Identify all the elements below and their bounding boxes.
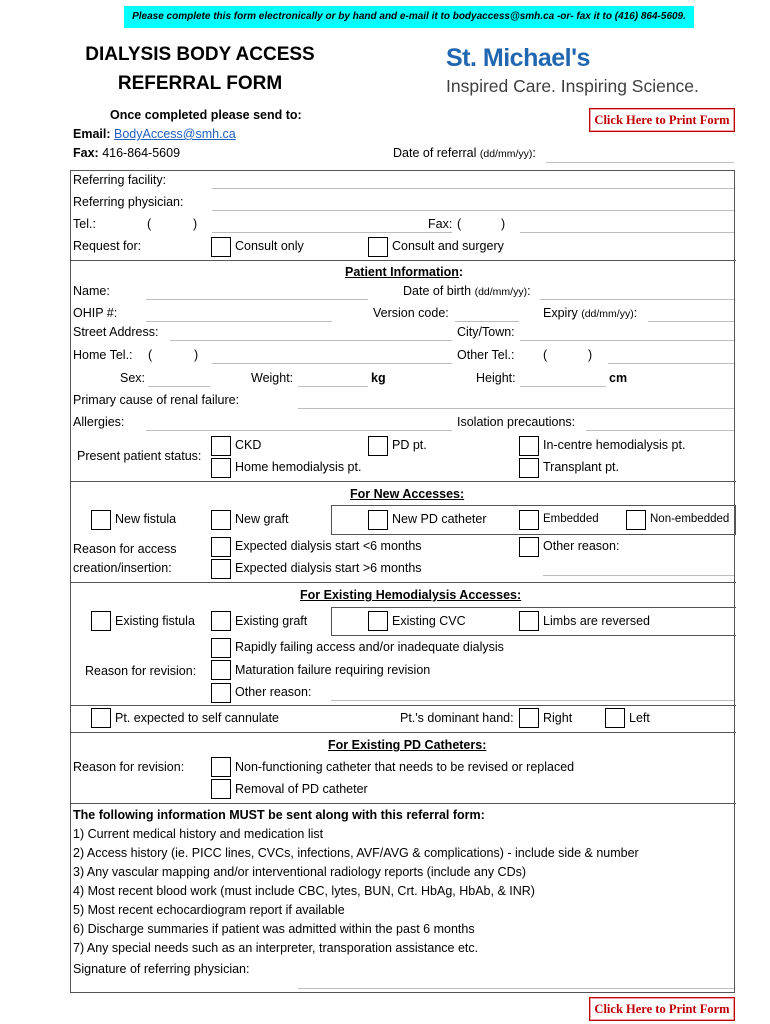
existing-graft-label: Existing graft (235, 614, 308, 628)
new-access-heading: For New Accesses: (350, 487, 465, 501)
divider (70, 481, 736, 482)
hd-other-reason-label: Other reason: (235, 685, 312, 699)
paren: ( (148, 348, 153, 362)
fax-line: Fax: 416-864-5609 (73, 146, 181, 160)
other-tel-label: Other Tel.: (457, 348, 515, 362)
access-reason-label-2: creation/insertion: (73, 561, 172, 575)
isolation-label: Isolation precautions: (457, 415, 576, 429)
isolation-field[interactable] (586, 430, 734, 431)
st-michaels-logo: St. Michael's (446, 44, 590, 72)
transplant-checkbox[interactable] (519, 458, 539, 478)
paren: ) (193, 217, 198, 231)
existing-fistula-label: Existing fistula (115, 614, 195, 628)
revision-reason-label: Reason for revision: (85, 664, 197, 678)
non-embedded-label: Non-embedded (650, 513, 730, 525)
cm-unit: cm (609, 371, 628, 385)
removal-pd-label: Removal of PD catheter (235, 782, 368, 796)
pd-revision-reason-label: Reason for revision: (73, 760, 185, 774)
maturation-failure-label: Maturation failure requiring revision (235, 663, 431, 677)
signature-field[interactable] (298, 988, 734, 989)
right-hand-checkbox[interactable] (519, 708, 539, 728)
request-for-label: Request for: (73, 239, 142, 253)
rapid-failing-label: Rapidly failing access and/or inadequate dialysis (235, 640, 504, 654)
consult-surgery-label: Consult and surgery (392, 239, 504, 253)
street-address-label: Street Address: (73, 325, 159, 339)
dob-field[interactable] (540, 299, 734, 300)
existing-graft-checkbox[interactable] (211, 611, 231, 631)
existing-cvc-label: Existing CVC (392, 614, 466, 628)
form-title: DIALYSIS BODY ACCESS REFERRAL FORM (85, 44, 315, 94)
left-hand-checkbox[interactable] (605, 708, 625, 728)
consult-surgery-checkbox[interactable] (368, 237, 388, 257)
divider (70, 260, 736, 261)
divider (70, 582, 736, 583)
non-embedded-checkbox[interactable] (626, 510, 646, 530)
allergies-field[interactable] (146, 430, 452, 431)
fax-field[interactable] (520, 232, 734, 233)
paren: ( (147, 217, 152, 231)
expiry-label: Expiry (dd/mm/yy): (543, 306, 638, 320)
home-hd-checkbox[interactable] (211, 458, 231, 478)
new-graft-checkbox[interactable] (211, 510, 231, 530)
kg-unit: kg (371, 371, 386, 385)
paren: ( (543, 348, 548, 362)
self-cannulate-checkbox[interactable] (91, 708, 111, 728)
tel-field[interactable] (212, 232, 452, 233)
divider (70, 803, 736, 804)
instruction-banner: Please complete this form electronically or by hand and e-mail it to bodyaccess@smh.ca -or- fax it to (416) 864-5609. (124, 6, 694, 28)
in-centre-checkbox[interactable] (519, 436, 539, 456)
height-field[interactable] (520, 386, 606, 387)
pd-pt-checkbox[interactable] (368, 436, 388, 456)
referring-physician-field[interactable] (212, 210, 734, 211)
renal-failure-field[interactable] (298, 408, 734, 409)
date-of-referral-label: Date of referral (dd/mm/yy): (393, 146, 536, 160)
name-label: Name: (73, 284, 110, 298)
fax-label: Fax: (428, 217, 453, 231)
send-to-heading: Once completed please send to: (110, 108, 302, 122)
start-gt6-checkbox[interactable] (211, 559, 231, 579)
city-town-field[interactable] (520, 340, 734, 341)
other-tel-field[interactable] (608, 363, 734, 364)
weight-field[interactable] (298, 386, 368, 387)
allergies-label: Allergies: (73, 415, 125, 429)
left-hand-label: Left (629, 711, 650, 725)
nonfunctioning-checkbox[interactable] (211, 757, 231, 777)
start-gt6-label: Expected dialysis start >6 months (235, 561, 422, 575)
consult-only-checkbox[interactable] (211, 237, 231, 257)
transplant-label: Transplant pt. (543, 460, 619, 474)
sex-label: Sex: (120, 371, 146, 385)
other-reason-checkbox[interactable] (519, 537, 539, 557)
other-reason-label: Other reason: (543, 539, 620, 553)
hd-other-reason-field[interactable] (331, 700, 734, 701)
embedded-checkbox[interactable] (519, 510, 539, 530)
patient-status-label: Present patient status: (77, 449, 202, 463)
in-centre-label: In-centre hemodialysis pt. (543, 438, 686, 452)
required-item: 7) Any special needs such as an interpreter, transporation assistance etc. (73, 941, 479, 955)
self-cannulate-label: Pt. expected to self cannulate (115, 711, 279, 725)
limbs-reversed-label: Limbs are reversed (543, 614, 650, 628)
removal-pd-checkbox[interactable] (211, 779, 231, 799)
dob-label: Date of birth (dd/mm/yy): (403, 284, 531, 298)
email-line: Email: BodyAccess@smh.ca (73, 127, 236, 141)
limbs-reversed-checkbox[interactable] (519, 611, 539, 631)
paren: ) (194, 348, 199, 362)
expiry-field[interactable] (648, 321, 734, 322)
email-link[interactable]: BodyAccess@smh.ca (114, 127, 236, 141)
required-info-heading: The following information MUST be sent along with this referral form: (73, 808, 485, 822)
logo-tagline: Inspired Care. Inspiring Science. (446, 76, 699, 96)
right-hand-label: Right (543, 711, 573, 725)
version-code-field[interactable] (455, 321, 519, 322)
tel-label: Tel.: (73, 217, 96, 231)
city-town-label: City/Town: (457, 325, 515, 339)
existing-pd-heading: For Existing PD Catheters: (328, 738, 487, 752)
dominant-hand-label: Pt.'s dominant hand: (400, 711, 514, 725)
new-graft-label: New graft (235, 512, 289, 526)
print-form-button-bottom[interactable]: Click Here to Print Form (589, 997, 735, 1021)
pd-pt-label: PD pt. (392, 438, 427, 452)
nonfunctioning-label: Non-functioning catheter that needs to be revised or replaced (235, 760, 575, 774)
referring-facility-label: Referring facility: (73, 173, 167, 187)
paren: ) (588, 348, 593, 362)
required-item: 1) Current medical history and medication list (73, 827, 324, 841)
existing-fistula-checkbox[interactable] (91, 611, 111, 631)
consult-only-label: Consult only (235, 239, 304, 253)
new-fistula-label: New fistula (115, 512, 177, 526)
weight-label: Weight: (251, 371, 294, 385)
hd-other-reason-checkbox[interactable] (211, 683, 231, 703)
home-tel-field[interactable] (212, 363, 452, 364)
home-hd-label: Home hemodialysis pt. (235, 460, 362, 474)
new-fistula-checkbox[interactable] (91, 510, 111, 530)
print-form-button-top[interactable]: Click Here to Print Form (589, 108, 735, 132)
renal-failure-label: Primary cause of renal failure: (73, 393, 240, 407)
maturation-failure-checkbox[interactable] (211, 660, 231, 680)
divider (70, 732, 736, 733)
required-item: 6) Discharge summaries if patient was admitted within the past 6 months (73, 922, 475, 936)
ckd-checkbox[interactable] (211, 436, 231, 456)
required-item: 3) Any vascular mapping and/or interventional radiology reports (include any CDs) (73, 865, 527, 879)
date-of-referral-field[interactable] (546, 162, 734, 163)
required-item: 5) Most recent echocardiogram report if available (73, 903, 345, 917)
version-code-label: Version code: (373, 306, 449, 320)
new-pd-checkbox[interactable] (368, 510, 388, 530)
height-label: Height: (476, 371, 516, 385)
required-item: 2) Access history (ie. PICC lines, CVCs, infections, AVF/AVG & complications) - include side & number (73, 846, 639, 860)
existing-cvc-checkbox[interactable] (368, 611, 388, 631)
start-lt6-checkbox[interactable] (211, 537, 231, 557)
name-field[interactable] (146, 299, 368, 300)
required-item: 4) Most recent blood work (must include CBC, lytes, BUN, Crt. HbAg, HbAb, & INR) (73, 884, 535, 898)
referring-facility-field[interactable] (212, 188, 734, 189)
ohip-field[interactable] (146, 321, 332, 322)
other-reason-field[interactable] (543, 575, 734, 576)
ckd-label: CKD (235, 438, 262, 452)
home-tel-label: Home Tel.: (73, 348, 133, 362)
embedded-label: Embedded (543, 513, 599, 525)
new-pd-label: New PD catheter (392, 512, 487, 526)
paren: ( (457, 217, 462, 231)
divider (70, 705, 736, 706)
street-address-field[interactable] (170, 340, 452, 341)
rapid-failing-checkbox[interactable] (211, 638, 231, 658)
start-lt6-label: Expected dialysis start <6 months (235, 539, 422, 553)
referring-physician-label: Referring physician: (73, 195, 184, 209)
ohip-label: OHIP #: (73, 306, 118, 320)
patient-info-heading: Patient Information: (345, 265, 464, 279)
existing-hd-heading: For Existing Hemodialysis Accesses: (300, 588, 522, 602)
paren: ) (501, 217, 506, 231)
sex-field[interactable] (148, 386, 210, 387)
signature-label: Signature of referring physician: (73, 962, 250, 976)
access-reason-label-1: Reason for access (73, 542, 177, 556)
